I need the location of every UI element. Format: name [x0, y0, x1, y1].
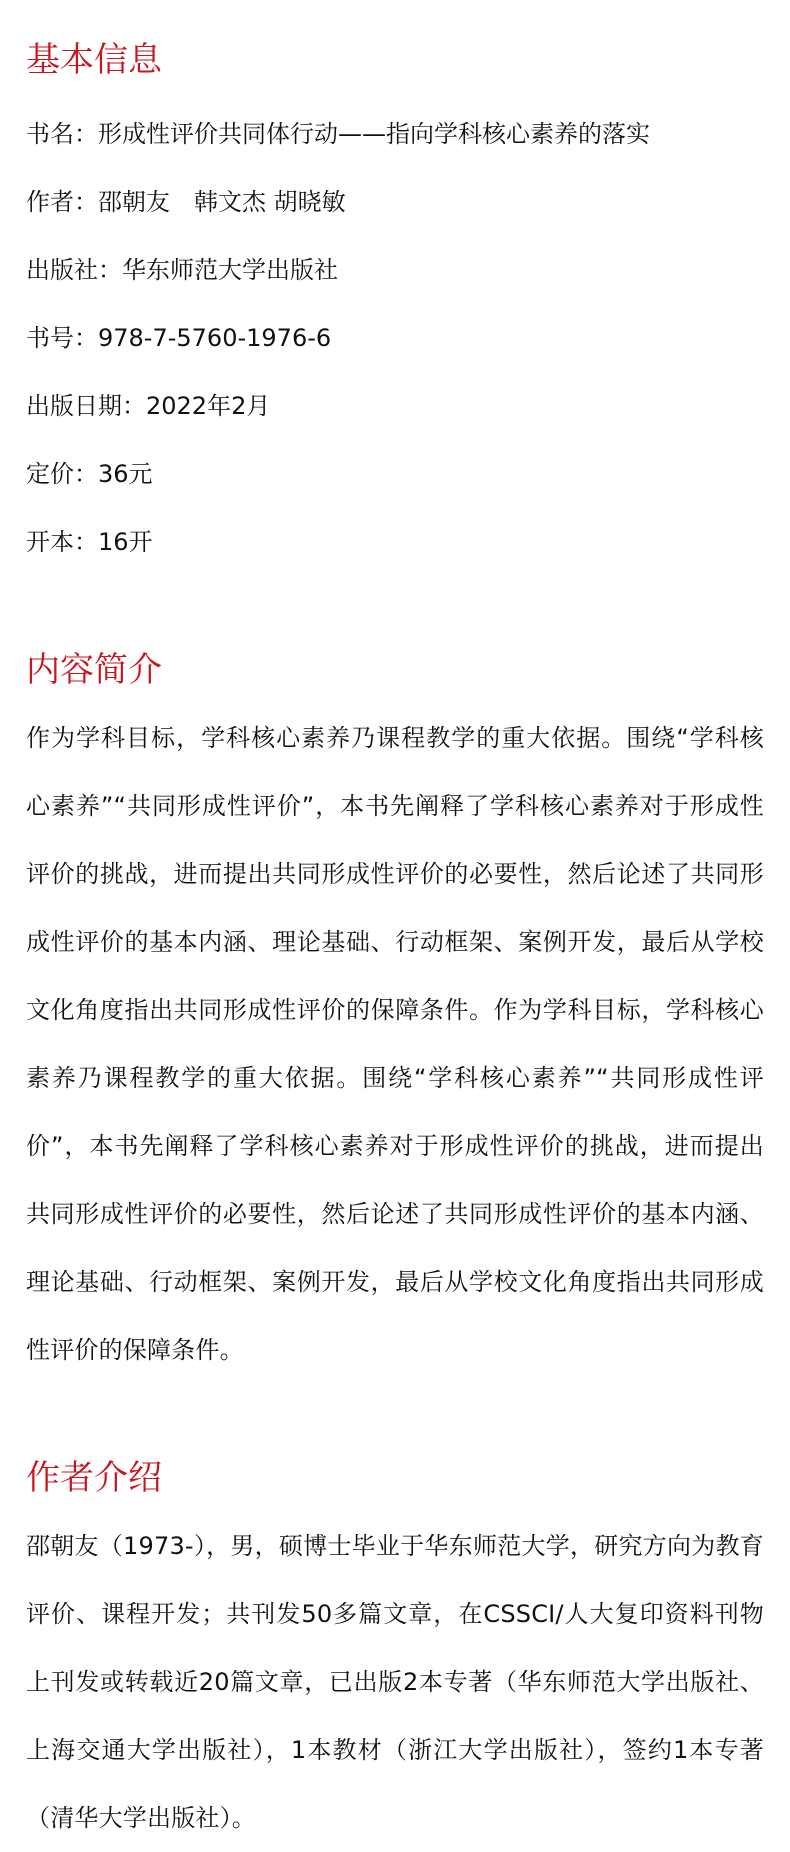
- section-spacer: [26, 576, 764, 646]
- author-intro-section: [26, 1454, 764, 1852]
- info-isbn: 书号：978-7-5760-1976-6: [26, 324, 332, 352]
- info-price: 定价：36元: [26, 460, 153, 488]
- info-publish-date: 出版日期：2022年2月: [26, 392, 271, 420]
- author-intro-text: 邵朝友（1973-），男，硕博士毕业于华东师范大学，研究方向为教育评价、课程开发；共刊发50多篇文章，在CSSCI/人大复印资料刊物上刊发或转载近20篇文章，已出版2本专著（华东师范大学出版社、上海交通大学出版社），1本教材（浙江大学出版社），签约1本专著（清华大学出版社）。: [26, 1532, 764, 1832]
- basic-info-list: [26, 100, 764, 576]
- content-intro-section: [26, 646, 764, 1384]
- content-intro-text: 作为学科目标，学科核心素养乃课程教学的重大依据。围绕“学科核心素养”“共同形成性评价”，本书先阐释了学科核心素养对于形成性评价的挑战，进而提出共同形成性评价的必要性，然后论述了共同形成性评价的基本内涵、理论基础、行动框架、案例开发，最后从学校文化角度指出共同形成性评价的保障条件。作为学科目标，学科核心素养乃课程教学的重大依据。围绕“学科核心素养”“共同形成性评价”，本书先阐释了学科核心素养对于形成性评价的挑战，进而提出共同形成性评价的必要性，然后论述了共同形成性评价的基本内涵、理论基础、行动框架、案例开发，最后从学校文化角度指出共同形成性评价的保障条件。: [26, 724, 764, 1364]
- basic-info-section: [26, 36, 764, 576]
- info-book-title: 书名：形成性评价共同体行动——指向学科核心素养的落实: [26, 120, 650, 148]
- basic-info-title: 基本信息: [26, 40, 162, 80]
- info-authors: 作者：邵朝友 韩文杰 胡晓敏: [26, 188, 346, 216]
- info-format: 开本：16开: [26, 528, 153, 556]
- info-publisher: 出版社：华东师范大学出版社: [26, 256, 338, 284]
- author-intro-title: 作者介绍: [26, 1458, 162, 1498]
- section-spacer: [26, 1384, 764, 1454]
- content-intro-title: 内容简介: [26, 650, 162, 690]
